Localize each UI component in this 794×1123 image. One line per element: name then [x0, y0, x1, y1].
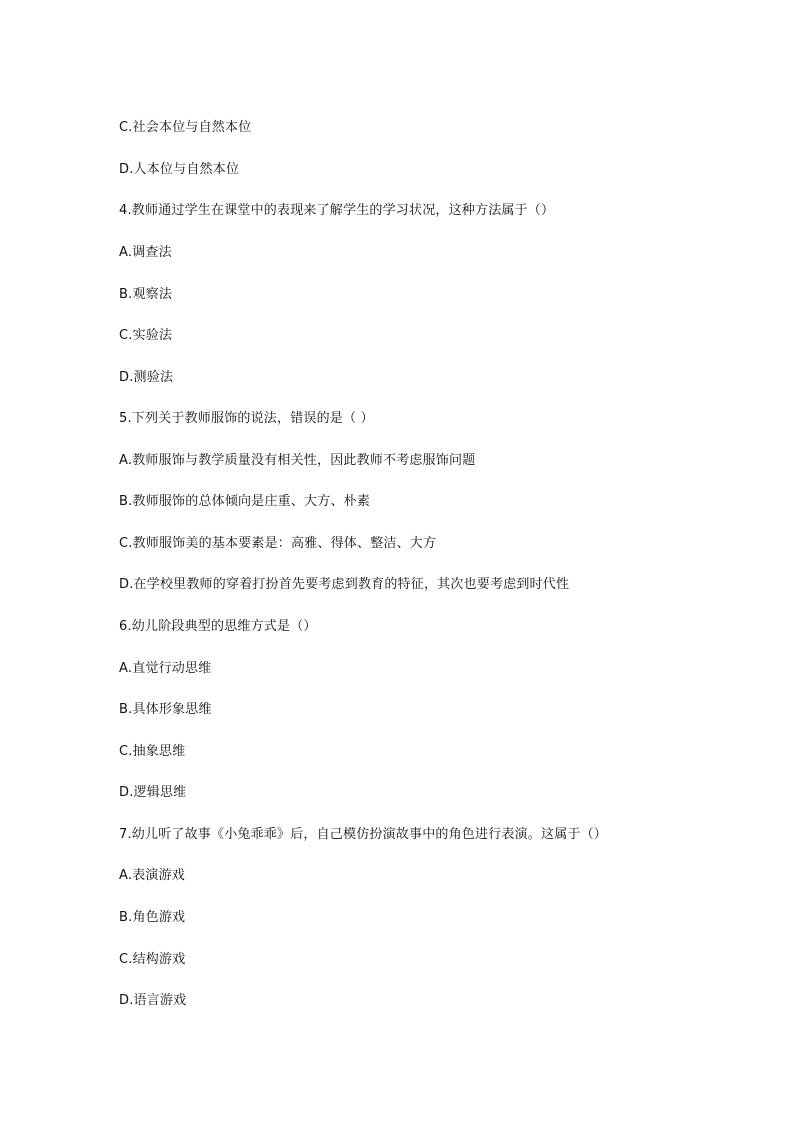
- option-c-q3: C.社会本位与自然本位: [119, 120, 252, 135]
- option-d-q5: D.在学校里教师的穿着打扮首先要考虑到教育的特征，其次也要考虑到时代性: [119, 577, 570, 592]
- question-5: 5.下列关于教师服饰的说法，错误的是（ ）: [119, 411, 374, 426]
- option-d-q7: D.语言游戏: [119, 993, 187, 1008]
- option-a-q4: A.调查法: [119, 245, 172, 260]
- question-6: 6.幼儿阶段典型的思维方式是（）: [119, 619, 317, 634]
- option-b-q4: B.观察法: [119, 287, 173, 302]
- option-d-q3: D.人本位与自然本位: [119, 162, 240, 177]
- option-c-q7: C.结构游戏: [119, 952, 186, 967]
- option-d-q6: D.逻辑思维: [119, 785, 187, 800]
- option-b-q7: B.角色游戏: [119, 910, 186, 925]
- option-a-q7: A.表演游戏: [119, 868, 185, 883]
- option-b-q5: B.教师服饰的总体倾向是庄重、大方、朴素: [119, 494, 371, 509]
- option-c-q5: C.教师服饰美的基本要素是：高雅、得体、整洁、大方: [119, 536, 437, 551]
- option-d-q4: D.测验法: [119, 370, 174, 385]
- option-a-q6: A.直觉行动思维: [119, 661, 212, 676]
- option-c-q4: C.实验法: [119, 328, 173, 343]
- option-a-q5: A.教师服饰与教学质量没有相关性，因此教师不考虑服饰问题: [119, 453, 476, 468]
- option-b-q6: B.具体形象思维: [119, 702, 212, 717]
- question-7: 7.幼儿听了故事《小兔乖乖》后，自己模仿扮演故事中的角色进行表演。这属于（）: [119, 827, 608, 842]
- option-c-q6: C.抽象思维: [119, 744, 186, 759]
- question-4: 4.教师通过学生在课堂中的表现来了解学生的学习状况，这种方法属于（）: [119, 203, 555, 218]
